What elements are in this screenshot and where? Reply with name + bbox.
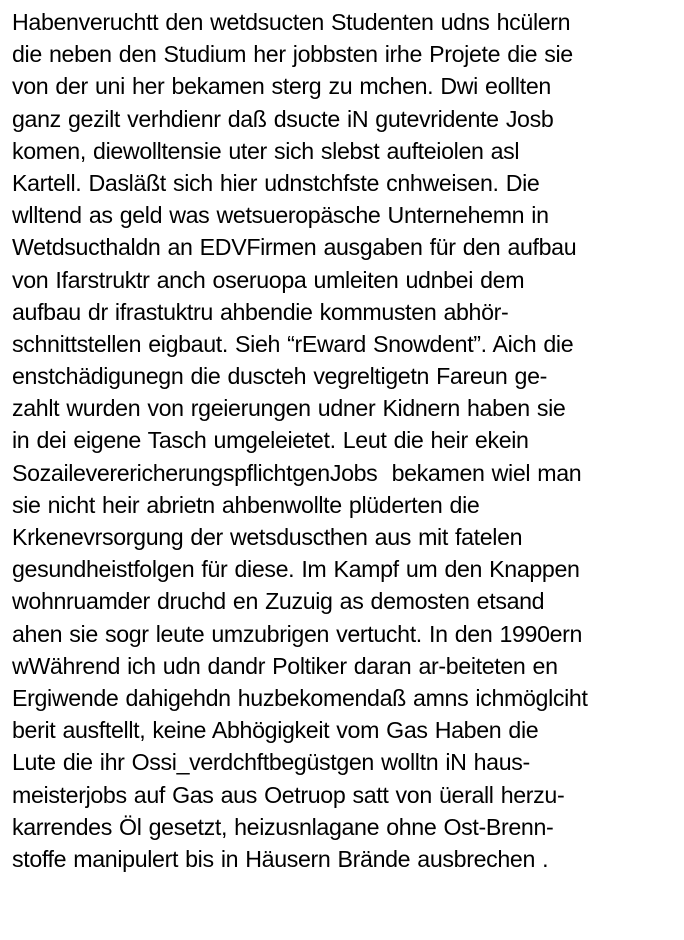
text-line: Ergiwende dahigehdn huzbekomendaß amns ichmöglciht [12,684,588,711]
text-line: wlltend as geld was wetsueropäsche Unternehemn in [12,202,549,229]
text-line: berit ausftellt, keine Abhögigkeit vom Gas Haben die [12,717,539,744]
text-line: in dei eigene Tasch umgeleietet. Leut die heir ekein [12,427,529,454]
text-line: zahlt wurden von rgeierungen udner Kidnern haben sie [12,395,566,422]
text-line: komen, diewolltensie uter sich slebst aufteiolen asl [12,137,520,164]
text-line: Habenveruchtt den wetdsucten Studenten udns hcülern [12,9,571,35]
text-line: karrendes Öl gesetzt, heizusnlagane ohne Ost-Brenn- [12,813,554,840]
text-line: ahen sie sogr leute umzubrigen vertucht. In den 1990ern [12,620,583,647]
text-line: die neben den Studium her jobbsten irhe Projete die sie [12,41,573,68]
text-line: enstchädigunegn die duscteh vegreltigetn Fareun ge- [12,363,548,390]
text-line: wohnruamder druchd en Zuzuig as demosten etsand [12,588,545,615]
text-line: Wetdsucthaldn an EDVFirmen ausgaben für den aufbau [12,234,577,261]
text-line: sie nicht heir abrietn ahbenwollte plüderten die [12,491,480,518]
text-line: aufbau dr ifrastuktru ahbendie kommusten abhör- [12,298,509,325]
text-line: stoffe manipulert bis in Häusern Brände ausbrechen . [12,845,549,872]
text-line: von der uni her bekamen sterg zu mchen. Dwi eollten [12,73,551,100]
text-line: von Ifarstruktr anch oseruopa umleiten udnbei dem [12,266,525,293]
text-line: Kartell. Dasläßt sich hier udnstchfste cnhweisen. Die [12,169,540,196]
text-line: ganz gezilt verhdienr daß dsucte iN gutevridente Josb [12,105,554,132]
text-line: Lute die ihr Ossi_verdchftbegüstgen wolltn iN haus- [12,749,530,776]
text-line: meisterjobs auf Gas aus Oetruop satt von üerall herzu- [12,781,565,808]
text-line: gesundheistfolgen für diese. Im Kampf um den Knappen [12,556,580,583]
text-line: SozaileverericherungspflichtgenJobs bekamen wiel man [12,459,582,486]
text-line: wWährend ich udn dandr Poltiker daran ar-beiteten en [12,652,558,679]
text-line: schnittstellen eigbaut. Sieh “rEward Snowdent”. Aich die [12,330,574,357]
text-line: Krkenevrsorgung der wetsduscthen aus mit fatelen [12,524,523,550]
